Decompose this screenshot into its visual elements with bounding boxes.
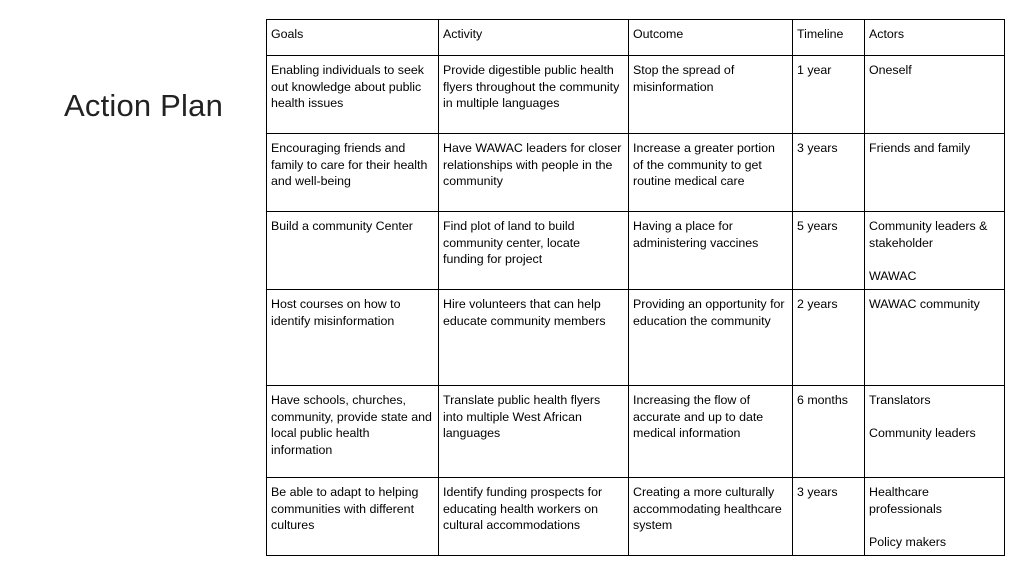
header-timeline: Timeline: [793, 20, 865, 56]
actor-name: Translators: [869, 393, 931, 407]
actors-cell: [865, 386, 1005, 478]
actors-cell: [865, 56, 1005, 134]
activity-cell: Identify funding prospects for educating health workers on cultural accommodations: [439, 478, 629, 556]
timeline-cell: 2 years: [793, 290, 865, 386]
outcome-cell: Providing an opportunity for education the community: [629, 290, 793, 386]
goal-cell: Build a community Center: [267, 212, 439, 290]
header-goals: Goals: [267, 20, 439, 56]
header-outcome: Outcome: [629, 20, 793, 56]
activity-cell: Find plot of land to build community center, locate funding for project: [439, 212, 629, 290]
actor-name: Policy makers: [869, 534, 947, 549]
activity-cell: Provide digestible public health flyers throughout the community in multiple languages: [439, 56, 629, 134]
timeline-cell: 1 year: [793, 56, 865, 134]
actor-name: Community leaders: [869, 426, 976, 441]
table-row: [267, 478, 1005, 556]
actor-spacer: [869, 251, 999, 268]
actors-cell: [865, 290, 1005, 386]
activity-cell: Have WAWAC leaders for closer relationships with people in the community: [439, 134, 629, 212]
actor-name: Healthcare professionals: [869, 485, 943, 516]
outcome-cell: Creating a more culturally accommodating healthcare system: [629, 478, 793, 556]
actor-name: WAWAC: [869, 268, 917, 283]
header-activity: Activity: [439, 20, 629, 56]
table-header-row: [267, 20, 1005, 56]
actor-name: Friends and family: [869, 141, 971, 155]
outcome-cell: Having a place for administering vaccines: [629, 212, 793, 290]
outcome-cell: Stop the spread of misinformation: [629, 56, 793, 134]
timeline-cell: 5 years: [793, 212, 865, 290]
goal-cell: Host courses on how to identify misinformation: [267, 290, 439, 386]
slide-title: Action Plan: [64, 88, 224, 123]
outcome-cell: Increasing the flow of accurate and up to date medical information: [629, 386, 793, 478]
actor-name: Oneself: [869, 63, 912, 77]
actors-cell: [865, 212, 1005, 290]
table-row: [267, 134, 1005, 212]
actors-cell: [865, 134, 1005, 212]
action-plan-table: [266, 19, 1005, 556]
table-row: [267, 212, 1005, 290]
timeline-cell: 3 years: [793, 478, 865, 556]
table-row: [267, 386, 1005, 478]
outcome-cell: Increase a greater portion of the community to get routine medical care: [629, 134, 793, 212]
timeline-cell: 6 months: [793, 386, 865, 478]
timeline-cell: 3 years: [793, 134, 865, 212]
goal-cell: Encouraging friends and family to care for their health and well-being: [267, 134, 439, 212]
table-row: [267, 56, 1005, 134]
actor-spacer: [869, 517, 999, 534]
goal-cell: Enabling individuals to seek out knowledge about public health issues: [267, 56, 439, 134]
header-actors: Actors: [865, 20, 1005, 56]
activity-cell: Hire volunteers that can help educate community members: [439, 290, 629, 386]
actors-cell: [865, 478, 1005, 556]
actor-name: WAWAC community: [869, 297, 980, 311]
activity-cell: Translate public health flyers into multiple West African languages: [439, 386, 629, 478]
table-row: [267, 290, 1005, 386]
goal-cell: Be able to adapt to helping communities with different cultures: [267, 478, 439, 556]
actor-name: Community leaders & stakeholder: [869, 219, 988, 250]
actor-spacer: [869, 409, 999, 426]
goal-cell: Have schools, churches, community, provide state and local public health information: [267, 386, 439, 478]
